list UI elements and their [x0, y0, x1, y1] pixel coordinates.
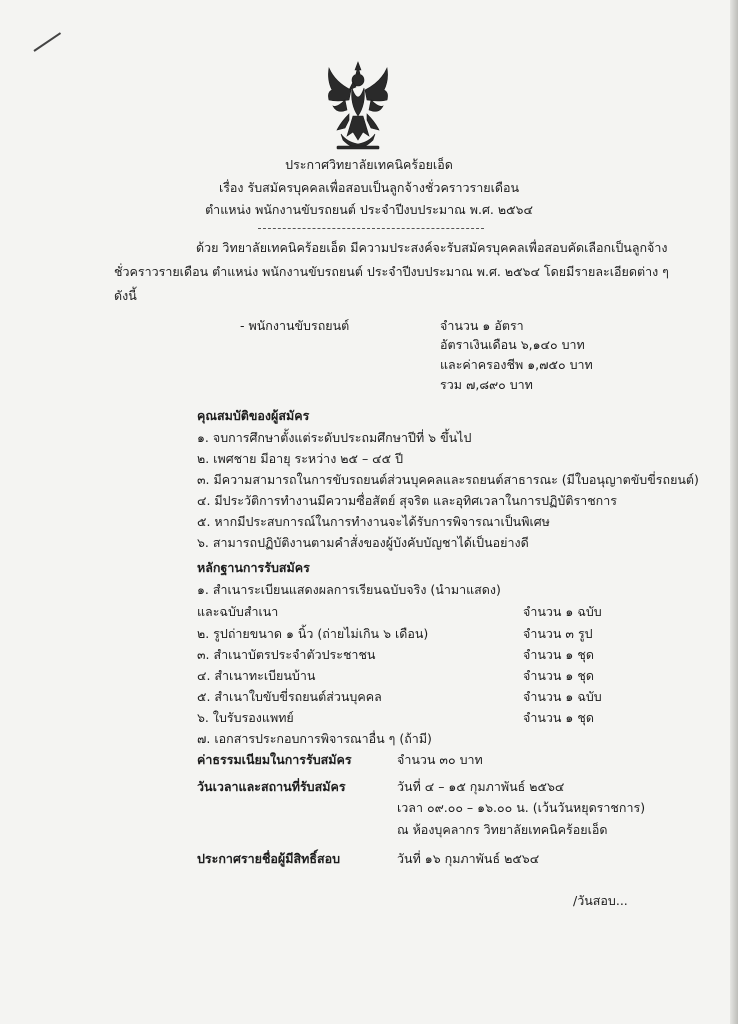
announcement-org: ประกาศวิทยาลัยเทคนิคร้อยเอ็ด — [285, 157, 453, 172]
evidence-item: ๕. สำเนาใบขับขี่รถยนต์ส่วนบุคคล — [197, 689, 382, 704]
position-name: - พนักงานขับรถยนต์ — [240, 318, 350, 333]
position-count: จำนวน ๑ อัตรา — [440, 318, 524, 333]
garuda-emblem-icon — [323, 60, 393, 152]
application-label: วันเวลาและสถานที่รับสมัคร — [197, 779, 346, 794]
evidence-qty: จำนวน ๑ ฉบับ — [523, 689, 602, 704]
continuation-marker: /วันสอบ... — [573, 893, 628, 908]
position-total: รวม ๗,๘๙๐ บาท — [440, 377, 533, 392]
announcement-position: ตำแหน่ง พนักงานขับรถยนต์ ประจำปีงบประมาณ พ.ศ. ๒๕๖๔ — [205, 202, 533, 217]
evidence-qty: จำนวน ๑ ชุด — [523, 647, 594, 662]
qualifications-heading: คุณสมบัติของผู้สมัคร — [197, 408, 310, 423]
pen-mark — [33, 32, 61, 52]
evidence-item: ๖. ใบรับรองแพทย์ — [197, 710, 294, 725]
fee-value: จำนวน ๓๐ บาท — [397, 752, 483, 767]
announcement-label: ประกาศรายชื่อผู้มีสิทธิ์สอบ — [197, 851, 341, 866]
scan-edge-shadow — [730, 0, 738, 1024]
evidence-qty: จำนวน ๑ ฉบับ — [523, 604, 602, 619]
evidence-item: ๒. รูปถ่ายขนาด ๑ นิ้ว (ถ่ายไม่เกิน ๖ เดือน) — [197, 626, 429, 641]
intro-line-3: ดังนี้ — [114, 288, 137, 303]
application-date: วันที่ ๔ – ๑๕ กุมภาพันธ์ ๒๕๖๔ — [397, 779, 565, 794]
qualification-item: ๖. สามารถปฏิบัติงานตามคำสั่งของผู้บังคับบัญชาได้เป็นอย่างดี — [197, 535, 529, 550]
evidence-qty: จำนวน ๓ รูป — [523, 626, 593, 641]
fee-label: ค่าธรรมเนียมในการรับสมัคร — [197, 752, 352, 767]
qualification-item: ๒. เพศชาย มีอายุ ระหว่าง ๒๕ – ๔๕ ปี — [197, 451, 404, 466]
announcement-date: วันที่ ๑๖ กุมภาพันธ์ ๒๕๖๔ — [397, 851, 540, 866]
evidence-item: และฉบับสำเนา — [197, 604, 279, 619]
evidence-qty: จำนวน ๑ ชุด — [523, 710, 594, 725]
intro-line-1: ด้วย วิทยาลัยเทคนิคร้อยเอ็ด มีความประสงค์จะรับสมัครบุคคลเพื่อสอบคัดเลือกเป็นลูกจ้าง — [196, 240, 668, 255]
qualification-item: ๕. หากมีประสบการณ์ในการทำงานจะได้รับการพิจารณาเป็นพิเศษ — [197, 514, 550, 529]
evidence-heading: หลักฐานการรับสมัคร — [197, 560, 310, 575]
announcement-subject: เรื่อง รับสมัครบุคคลเพื่อสอบเป็นลูกจ้างชั่วคราวรายเดือน — [218, 180, 520, 195]
application-time: เวลา ๐๙.๐๐ – ๑๖.๐๐ น. (เว้นวันหยุดราชการ) — [397, 800, 646, 815]
position-salary: อัตราเงินเดือน ๖,๑๔๐ บาท — [440, 337, 585, 352]
qualification-item: ๓. มีความสามารถในการขับรถยนต์ส่วนบุคคลและรถยนต์สาธารณะ (มีใบอนุญาตขับขี่รถยนต์) — [197, 472, 699, 487]
application-place: ณ ห้องบุคลากร วิทยาลัยเทคนิคร้อยเอ็ด — [397, 822, 608, 837]
evidence-item: ๗. เอกสารประกอบการพิจารณาอื่น ๆ (ถ้ามี) — [197, 731, 432, 746]
qualification-item: ๑. จบการศึกษาตั้งแต่ระดับประถมศึกษาปีที่ ๖ ขึ้นไป — [197, 430, 472, 445]
header-divider — [258, 228, 484, 229]
evidence-item: ๔. สำเนาทะเบียนบ้าน — [197, 668, 316, 683]
intro-line-2: ชั่วคราวรายเดือน ตำแหน่ง พนักงานขับรถยนต์ ประจำปีงบประมาณ พ.ศ. ๒๕๖๔ โดยมีรายละเอียดต่าง ๆ — [114, 264, 669, 279]
evidence-item: ๓. สำเนาบัตรประจำตัวประชาชน — [197, 647, 376, 662]
evidence-qty: จำนวน ๑ ชุด — [523, 668, 594, 683]
qualification-item: ๔. มีประวัติการทำงานมีความซื่อสัตย์ สุจริต และอุทิศเวลาในการปฏิบัติราชการ — [197, 493, 617, 508]
position-allowance: และค่าครองชีพ ๑,๗๕๐ บาท — [440, 357, 593, 372]
evidence-item: ๑. สำเนาระเบียนแสดงผลการเรียนฉบับจริง (นำมาแสดง) — [197, 582, 501, 597]
